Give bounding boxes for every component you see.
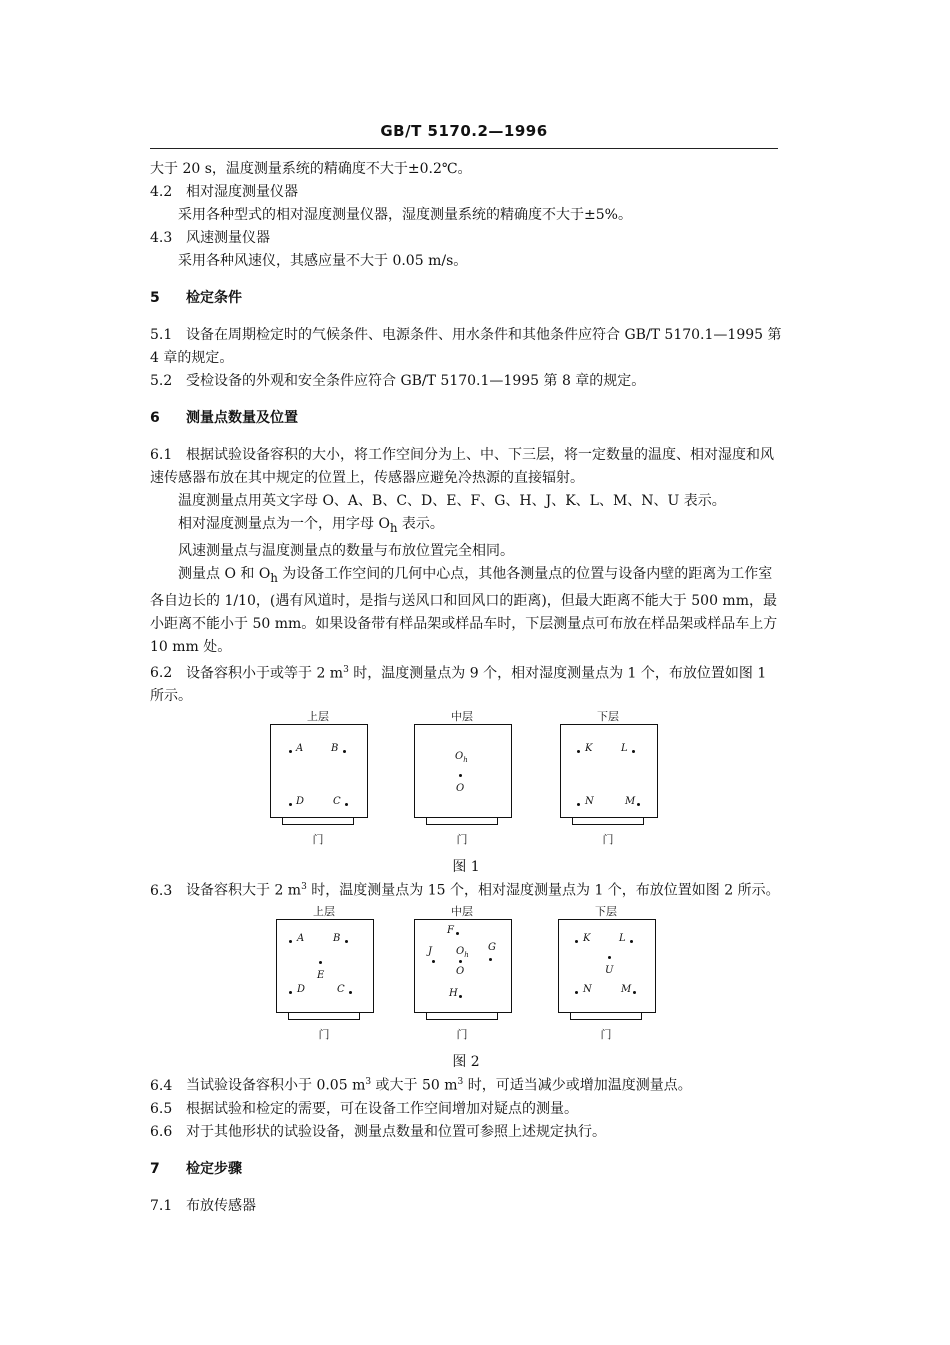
point-label: $O_h$ — [456, 945, 469, 959]
text-run: 设备容积大于 2 m — [186, 882, 302, 899]
point-label: D — [297, 983, 306, 995]
point-dot — [456, 932, 459, 935]
clause-number: 5.1 — [150, 327, 173, 343]
door-shape — [282, 818, 354, 825]
clause-text: 对于其他形状的试验设备，测量点数量和位置可参照上述规定执行。 — [186, 1123, 606, 1140]
section-title: 风速测量仪器 — [186, 230, 270, 246]
text-run: 时，温度测量点为 9 个，相对湿度测量点为 1 个，布放位置如图 1 所示。 — [150, 665, 767, 705]
point-label: B — [331, 743, 339, 755]
clause-number: 6.1 — [150, 447, 173, 463]
text-run: 相对湿度测量点为一个，用字母 O — [178, 516, 390, 532]
subscript: h — [270, 570, 278, 585]
point-label: D — [296, 796, 305, 808]
point-label: F — [447, 924, 454, 936]
point-dot — [349, 991, 352, 994]
superscript: 3 — [457, 1076, 464, 1087]
panel-middle — [414, 710, 510, 847]
door-label: 门 — [602, 833, 614, 847]
figure-2 — [150, 905, 782, 1071]
door-label: 门 — [456, 833, 468, 847]
point-dot — [432, 960, 435, 963]
figure-caption: 图 1 — [452, 859, 480, 876]
text-run: 设备容积小于或等于 2 m — [186, 665, 344, 682]
superscript: 3 — [365, 1076, 372, 1087]
text-run: 时，温度测量点为 15 个，相对湿度测量点为 1 个，布放位置如图 2 所示。 — [306, 882, 780, 899]
panel-middle — [414, 905, 510, 1042]
point-label: $O_h$ — [455, 751, 468, 765]
point-label: B — [333, 932, 341, 944]
clause-text: 设备在周期检定时的气候条件、电源条件、用水条件和其他条件应符合 GB/T 5170.1—1995 第 4 章的规定。 — [150, 327, 782, 366]
text-run: 当试验设备容积小于 0.05 m — [186, 1077, 366, 1094]
point-label: K — [585, 743, 593, 755]
clause — [150, 1195, 782, 1218]
point-label: H — [449, 987, 458, 999]
panel-label: 下层 — [597, 710, 619, 724]
paragraph: 温度测量点用英文字母 O、A、B、C、D、E、F、G、H、J、K、L、M、N、U 表示。 — [178, 493, 726, 509]
panel-lower — [558, 905, 654, 1042]
point-dot — [575, 940, 578, 943]
chapter-title: 测量点数量及位置 — [186, 410, 298, 426]
door-label: 门 — [456, 1027, 468, 1041]
point-label: L — [619, 932, 626, 944]
point-dot — [577, 750, 580, 753]
clause-number: 6.3 — [150, 882, 173, 899]
point-label: U — [605, 964, 614, 976]
paragraph: 采用各种型式的相对湿度测量仪器，湿度测量系统的精确度不大于±5%。 — [178, 207, 632, 223]
point-label: O — [456, 965, 465, 977]
point-label: M — [621, 983, 632, 995]
clause-number: 7.1 — [150, 1197, 173, 1214]
point-dot — [608, 956, 611, 959]
point-label: G — [488, 941, 496, 953]
document-body — [150, 158, 782, 1218]
superscript: 3 — [301, 882, 307, 893]
point-dot — [637, 803, 640, 806]
paragraph — [150, 513, 782, 540]
point-dot — [345, 940, 348, 943]
point-dot — [289, 940, 292, 943]
point-label: K — [583, 932, 591, 944]
paragraph — [150, 563, 782, 659]
door-label: 门 — [318, 1027, 330, 1041]
clause — [150, 876, 782, 903]
door-shape — [426, 818, 498, 825]
point-label: J — [428, 945, 433, 957]
clause — [150, 370, 782, 393]
point-dot — [575, 991, 578, 994]
clause — [150, 324, 782, 370]
point-label: M — [625, 796, 636, 808]
chapter-number: 7 — [150, 1160, 160, 1177]
point-dot — [345, 803, 348, 806]
clause-text: 布放传感器 — [186, 1197, 256, 1214]
chamber-box — [276, 919, 374, 1013]
point-label: N — [585, 796, 594, 808]
clause-number: 6.4 — [150, 1077, 173, 1094]
paragraph: 风速测量点与温度测量点的数量与布放位置完全相同。 — [178, 542, 514, 559]
point-label: A — [296, 743, 304, 755]
section-heading — [150, 227, 782, 250]
door-shape — [572, 818, 644, 825]
clause-number: 6.6 — [150, 1123, 173, 1140]
chamber-box — [270, 724, 368, 818]
clause — [150, 1071, 782, 1098]
clause-text: 根据试验和检定的需要，可在设备工作空间增加对疑点的测量。 — [186, 1100, 578, 1117]
chapter-number: 5 — [150, 290, 160, 306]
panel-upper — [276, 905, 372, 1042]
door-shape — [288, 1013, 360, 1020]
clause-number: 6.2 — [150, 665, 173, 682]
subscript: h — [389, 520, 398, 535]
clause-text: 根据试验设备容积的大小，将工作空间分为上、中、下三层，将一定数量的温度、相对湿度和风速传感器布放在其中规定的位置上，传感器应避免冷热源的直接辐射。 — [150, 447, 774, 486]
chapter-number: 6 — [150, 410, 160, 426]
point-dot — [343, 750, 346, 753]
door-label: 门 — [600, 1027, 612, 1041]
chapter-heading — [150, 407, 782, 430]
panel-label: 下层 — [595, 904, 617, 918]
clause-number: 6.5 — [150, 1100, 173, 1117]
panel-label: 上层 — [307, 710, 329, 724]
clause — [150, 1121, 782, 1144]
standard-number: GB/T 5170.2—1996 — [380, 122, 548, 140]
point-dot — [489, 958, 492, 961]
chamber-box — [414, 919, 512, 1013]
door-label: 门 — [312, 833, 324, 847]
clause — [150, 659, 782, 709]
clause-text: 受检设备的外观和安全条件应符合 GB/T 5170.1—1995 第 8 章的规定。 — [186, 373, 646, 389]
section-title: 相对湿度测量仪器 — [186, 184, 298, 200]
superscript: 3 — [343, 664, 349, 675]
panel-label: 中层 — [451, 904, 473, 918]
point-dot — [632, 750, 635, 753]
text-run: 或大于 50 m — [371, 1077, 458, 1094]
point-label: O — [456, 783, 465, 795]
point-dot — [319, 961, 322, 964]
door-shape — [426, 1013, 498, 1020]
paragraph: 大于 20 s，温度测量系统的精确度不大于±0.2℃。 — [150, 161, 472, 177]
point-dot — [289, 991, 292, 994]
point-label: E — [317, 969, 325, 981]
figure-1 — [150, 710, 782, 876]
point-label: A — [297, 932, 305, 944]
panel-lower — [560, 710, 656, 847]
point-dot — [630, 940, 633, 943]
door-shape — [570, 1013, 642, 1020]
point-label: N — [583, 983, 592, 995]
section-number: 4.3 — [150, 230, 173, 246]
paragraph: 采用各种风速仪，其感应量不大于 0.05 m/s。 — [178, 253, 468, 269]
point-dot — [459, 960, 462, 963]
panel-label: 中层 — [451, 710, 473, 724]
chapter-title: 检定条件 — [186, 290, 242, 306]
chamber-box — [560, 724, 658, 818]
chapter-heading — [150, 1158, 782, 1181]
section-number: 4.2 — [150, 184, 173, 200]
text-run: 表示。 — [397, 516, 444, 532]
panel-upper — [270, 710, 366, 847]
point-dot — [459, 995, 462, 998]
text-run: 时，可适当减少或增加温度测量点。 — [463, 1077, 692, 1094]
chapter-title: 检定步骤 — [186, 1160, 242, 1177]
panel-label: 上层 — [313, 904, 335, 918]
text-run: 测量点 O 和 O — [178, 565, 271, 582]
point-label: C — [337, 983, 345, 995]
point-dot — [289, 750, 292, 753]
point-label: L — [621, 743, 628, 755]
section-heading — [150, 181, 782, 204]
clause-number: 5.2 — [150, 373, 173, 389]
point-dot — [633, 991, 636, 994]
clause — [150, 1098, 782, 1121]
point-dot — [459, 774, 462, 777]
point-label: C — [333, 796, 341, 808]
point-dot — [577, 803, 580, 806]
point-dot — [289, 803, 292, 806]
clause — [150, 444, 782, 490]
chamber-box — [558, 919, 656, 1013]
page-header — [150, 118, 778, 149]
figure-caption: 图 2 — [452, 1053, 480, 1070]
text-run: 为设备工作空间的几何中心点，其他各测量点的位置与设备内壁的距离为工作室各自边长的 1/10，(遇有风道时，是指与送风口和回风口的距离)，但最大距离不能大于 500 mm，最小距离不能小于 50 mm。如果设备带有样品架或样品车时，下层测量点可布放在样品架或样品车上方10 mm 处。 — [150, 565, 778, 655]
chapter-heading — [150, 287, 782, 310]
chamber-box — [414, 724, 512, 818]
